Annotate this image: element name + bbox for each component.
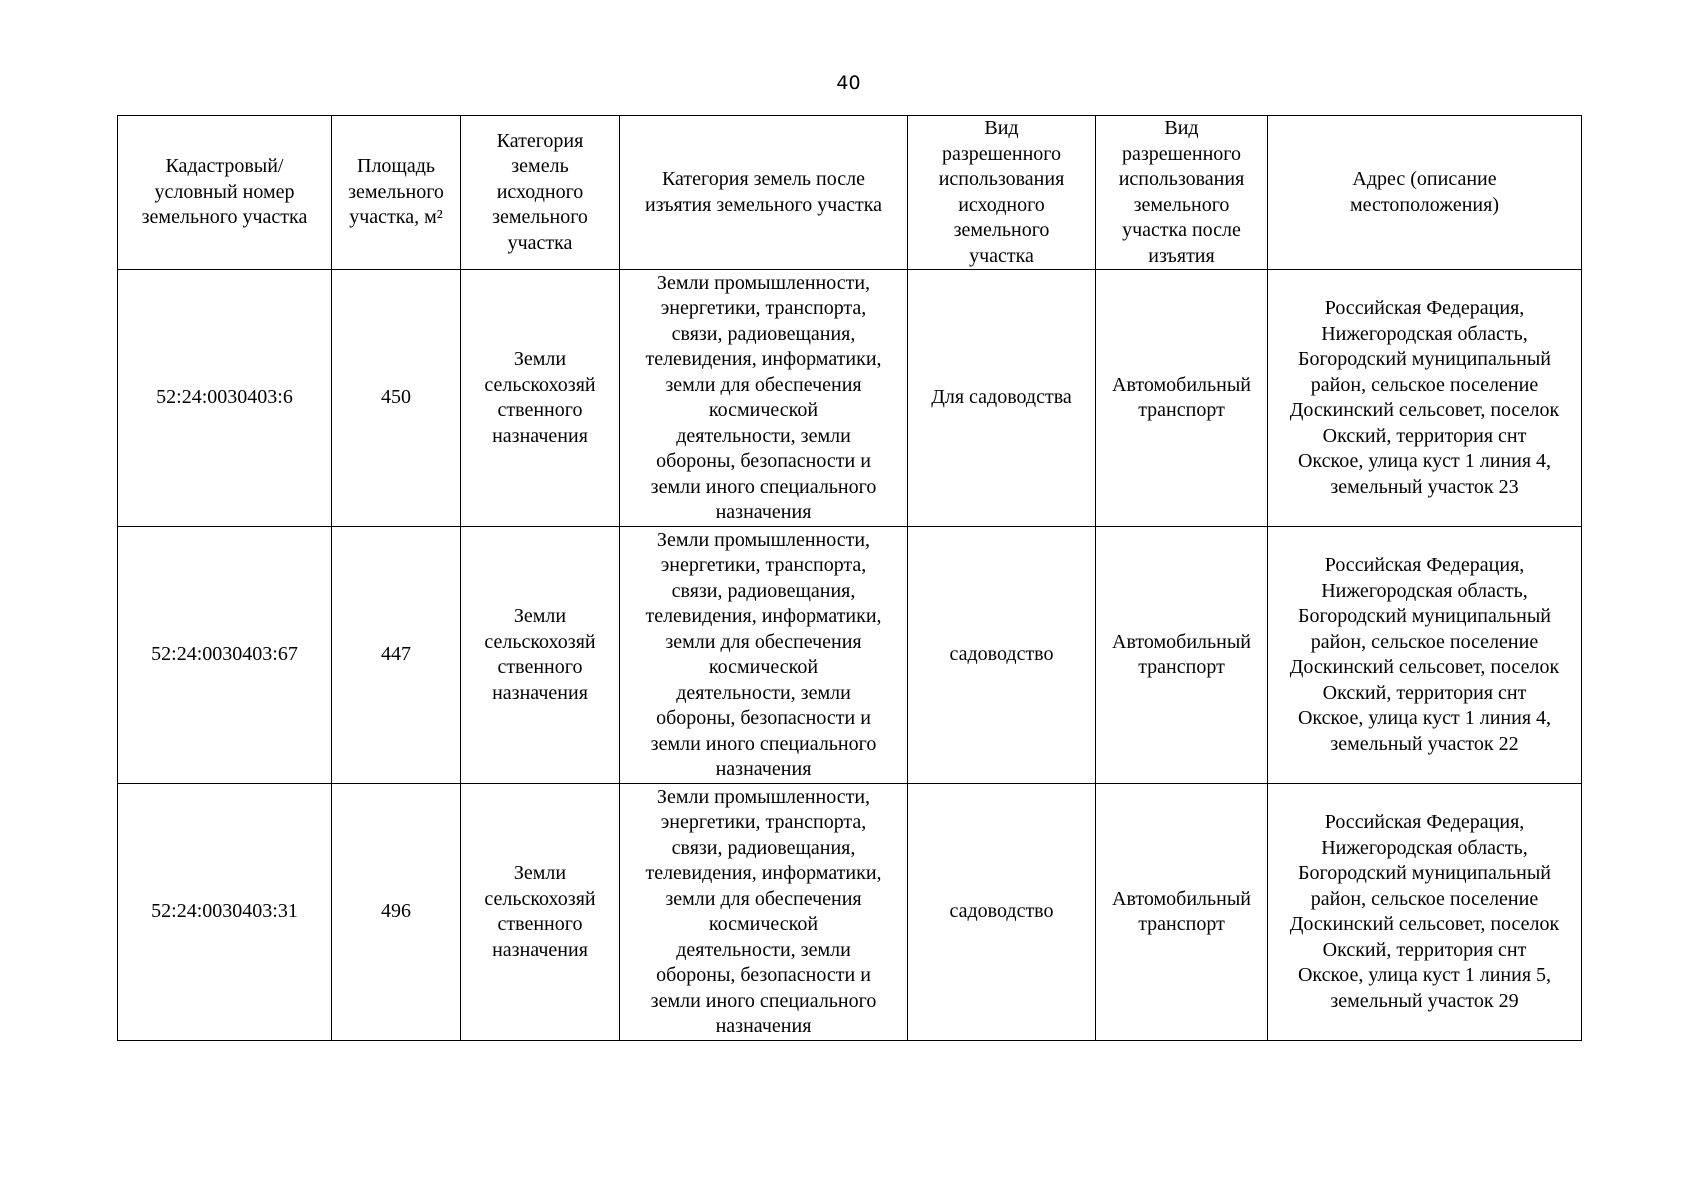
cell-area: 447 [332,527,461,784]
cell-use-after: Автомобильный транспорт [1096,270,1268,527]
header-use-after: Вид разрешенного использования земельного участка после изъятия [1096,116,1268,270]
land-plots-table [117,115,1582,1041]
cell-category-after: Земли промышленности, энергетики, транспорта, связи, радиовещания, телевидения, информатики, земли для обеспечения космической деятельности, земли обороны, безопасности и земли иного специального назначения [620,527,908,784]
header-area: Площадь земельного участка, м² [332,116,461,270]
cell-cadastral-number: 52:24:0030403:6 [118,270,332,527]
cell-use-after: Автомобильный транспорт [1096,784,1268,1041]
table-row [118,270,1582,527]
cell-area: 496 [332,784,461,1041]
cell-cadastral-number: 52:24:0030403:31 [118,784,332,1041]
cell-original-category: Земли сельскохозяй ственного назначения [461,784,620,1041]
header-address: Адрес (описание местоположения) [1268,116,1582,270]
header-category-after: Категория земель после изъятия земельного участка [620,116,908,270]
cell-area: 450 [332,270,461,527]
cell-original-use: садоводство [908,527,1096,784]
header-original-category: Категория земель исходного земельного участка [461,116,620,270]
cell-address: Российская Федерация, Нижегородская область, Богородский муниципальный район, сельское поселение Доскинский сельсовет, поселок Окский, территория снт Окское, улица куст 1 линия 5, земельный участок 29 [1268,784,1582,1041]
cell-original-use: садоводство [908,784,1096,1041]
cell-cadastral-number: 52:24:0030403:67 [118,527,332,784]
table-row [118,527,1582,784]
cell-category-after: Земли промышленности, энергетики, транспорта, связи, радиовещания, телевидения, информатики, земли для обеспечения космической деятельности, земли обороны, безопасности и земли иного специального назначения [620,784,908,1041]
header-cadastral-number: Кадастровый/ условный номер земельного участка [118,116,332,270]
table-header-row [118,116,1582,270]
page-number: 40 [836,72,861,94]
cell-original-category: Земли сельскохозяй ственного назначения [461,527,620,784]
table-row [118,784,1582,1041]
cell-address: Российская Федерация, Нижегородская область, Богородский муниципальный район, сельское поселение Доскинский сельсовет, поселок Окский, территория снт Окское, улица куст 1 линия 4, земельный участок 22 [1268,527,1582,784]
header-original-use: Вид разрешенного использования исходного земельного участка [908,116,1096,270]
cell-original-category: Земли сельскохозяй ственного назначения [461,270,620,527]
cell-category-after: Земли промышленности, энергетики, транспорта, связи, радиовещания, телевидения, информатики, земли для обеспечения космической деятельности, земли обороны, безопасности и земли иного специального назначения [620,270,908,527]
cell-address: Российская Федерация, Нижегородская область, Богородский муниципальный район, сельское поселение Доскинский сельсовет, поселок Окский, территория снт Окское, улица куст 1 линия 4, земельный участок 23 [1268,270,1582,527]
cell-original-use: Для садоводства [908,270,1096,527]
cell-use-after: Автомобильный транспорт [1096,527,1268,784]
